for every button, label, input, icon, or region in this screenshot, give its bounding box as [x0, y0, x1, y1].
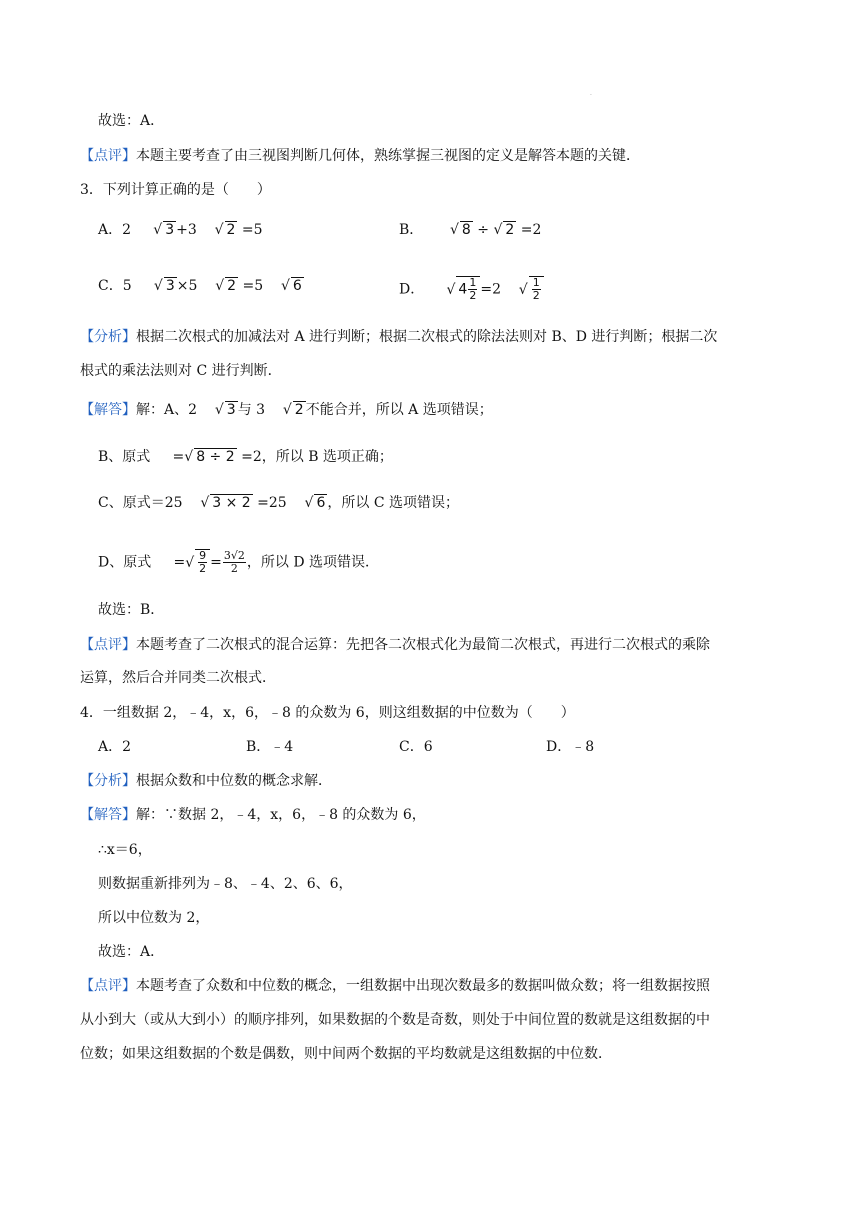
q4-answer-2: ∴x＝6，	[98, 842, 152, 858]
stray-dot: ·	[590, 92, 592, 99]
sqrt-8-div-2: √ 8 ÷ 2	[184, 449, 235, 465]
q3-option-b-label: B．	[399, 222, 424, 238]
q3-option-b-tail: =2	[520, 222, 542, 238]
sqrt-6: √ 6	[304, 495, 326, 511]
q3-comment-1	[80, 635, 710, 655]
q3-answer-c-post: ，所以 C 选项错误；	[327, 495, 459, 511]
q3-option-a-label: A．2	[98, 222, 132, 238]
sqrt-2: √ 2	[282, 402, 304, 418]
q3-comment-2: 运算，然后合并同类二次根式．	[80, 670, 276, 686]
q3-option-b: B． √ 8 ÷ √ 2 =2	[399, 222, 542, 238]
q3-stem: 3．下列计算正确的是（ ）	[80, 182, 271, 198]
q4-answer-text-1: 解：∵数据 2，﹣4，x，6，﹣8 的众数为 6，	[136, 807, 426, 823]
q3-answer-a-pre: 解：A、2	[136, 402, 198, 418]
q4-option-d: D．﹣8	[546, 739, 595, 755]
q4-comment-1	[80, 976, 710, 996]
q4-option-c: C．6	[399, 739, 433, 755]
q3-answer-c-pre: C、原式＝25	[98, 495, 183, 511]
q3-option-d	[399, 276, 544, 302]
sqrt-6: √ 6	[280, 278, 302, 294]
q4-option-a: A．2	[98, 739, 132, 755]
sqrt-4-and-half: √ 4 $\frac{1}{2}$	[447, 282, 481, 298]
q4-comment-text-1: 本题考查了众数和中位数的概念，一组数据中出现次数最多的数据叫做众数；将一组数据按照	[136, 978, 710, 994]
sqrt-3: √ 3	[214, 402, 236, 418]
q3-comment-text-1: 本题考查了二次根式的混合运算：先把各二次根式化为最简二次根式，再进行二次根式的乘除	[136, 637, 710, 653]
sqrt-3: √ 3	[153, 278, 175, 294]
q3-answer-a-mid: 与 3	[237, 402, 266, 418]
q3-answer-d-post: ，所以 D 选项错误．	[246, 554, 380, 571]
q4-answer-3: 则数据重新排列为﹣8、﹣4、2、6、6，	[98, 876, 353, 892]
sqrt-3: √ 3	[153, 222, 175, 238]
q3-answer-a	[80, 400, 493, 420]
three-root-two-over-two: $\frac{3√2}{2}$	[223, 549, 245, 575]
q3-option-c-label: C．5	[98, 278, 132, 294]
q2-comment	[80, 146, 640, 166]
q3-answer-c-mid: =25	[257, 495, 287, 511]
q4-comment-2: 从小到大（或从大到小）的顺序排列，如果数据的个数是奇数，则处于中间位置的数就是这组数据的中	[80, 1012, 710, 1028]
sqrt-2: √ 2	[215, 278, 237, 294]
sqrt-2: √ 2	[493, 222, 515, 238]
q3-answer-c	[98, 493, 459, 513]
q3-analysis-1	[80, 327, 717, 347]
answer-tag: 【解答】	[80, 807, 136, 823]
q3-answer-d: D、原式 =√ $\frac{9}{2}$ = $\frac{3√2}{2}$ ，所以 D 选项错误．	[98, 549, 380, 575]
q2-comment-text: 本题主要考查了由三视图判断几何体，熟练掌握三视图的定义是解答本题的关键．	[136, 148, 640, 164]
q3-answer-b-post: =2，所以 B 选项正确；	[241, 449, 393, 465]
q4-comment-3: 位数；如果这组数据的个数是偶数，则中间两个数据的平均数就是这组数据的中位数．	[80, 1046, 612, 1062]
q3-option-a: A．2 √ 3 +3 √ 2 =5	[98, 222, 263, 238]
analysis-tag: 【分析】	[80, 773, 136, 789]
q3-choice: 故选：B．	[98, 602, 165, 618]
q3-answer-b-pre: B、原式	[98, 449, 151, 465]
q3-option-c: C．5 √ 3 ×5 √ 2 =5 √ 6	[98, 278, 302, 294]
q3-option-c-mid: =5	[242, 278, 264, 294]
sqrt-3-times-2: √ 3 × 2	[200, 495, 251, 511]
q4-stem: 4．一组数据 2，﹣4，x，6，﹣8 的众数为 6，则这组数据的中位数为（ ）	[80, 705, 575, 721]
q3-answer-b: B、原式 =√ 8 ÷ 2 =2，所以 B 选项正确；	[98, 449, 393, 465]
sqrt-8: √ 8	[450, 222, 471, 238]
q3-answer-a-post: 不能合并，所以 A 选项错误；	[305, 402, 493, 418]
q3-answer-d-pre: D、原式	[98, 554, 152, 571]
q4-answer-1	[80, 805, 426, 825]
q4-analysis	[80, 771, 332, 791]
comment-tag: 【点评】	[80, 637, 136, 653]
comment-tag: 【点评】	[80, 978, 136, 994]
q3-option-a-tail: =5	[241, 222, 263, 238]
q2-choice: 故选：A．	[98, 113, 165, 129]
sqrt-half: √ $\frac{1}{2}$	[519, 282, 544, 298]
answer-tag: 【解答】	[80, 402, 136, 418]
q4-option-b: B．﹣4	[246, 739, 294, 755]
q3-option-d-label: D．	[399, 281, 425, 298]
sqrt-nine-halves: √ $\frac{9}{2}$	[185, 555, 210, 571]
q3-option-d-mid: =2	[480, 281, 501, 298]
q3-analysis-text-1: 根据二次根式的加减法对 A 进行判断；根据二次根式的除法法则对 B、D 进行判断；根据二次	[136, 329, 718, 345]
q4-choice: 故选：A．	[98, 944, 165, 960]
q4-answer-4: 所以中位数为 2，	[98, 910, 210, 926]
comment-tag: 【点评】	[80, 148, 136, 164]
analysis-tag: 【分析】	[80, 329, 136, 345]
q4-analysis-text: 根据众数和中位数的概念求解．	[136, 773, 332, 789]
sqrt-2: √ 2	[214, 222, 236, 238]
q3-analysis-2: 根式的乘法法则对 C 进行判断．	[80, 363, 282, 379]
